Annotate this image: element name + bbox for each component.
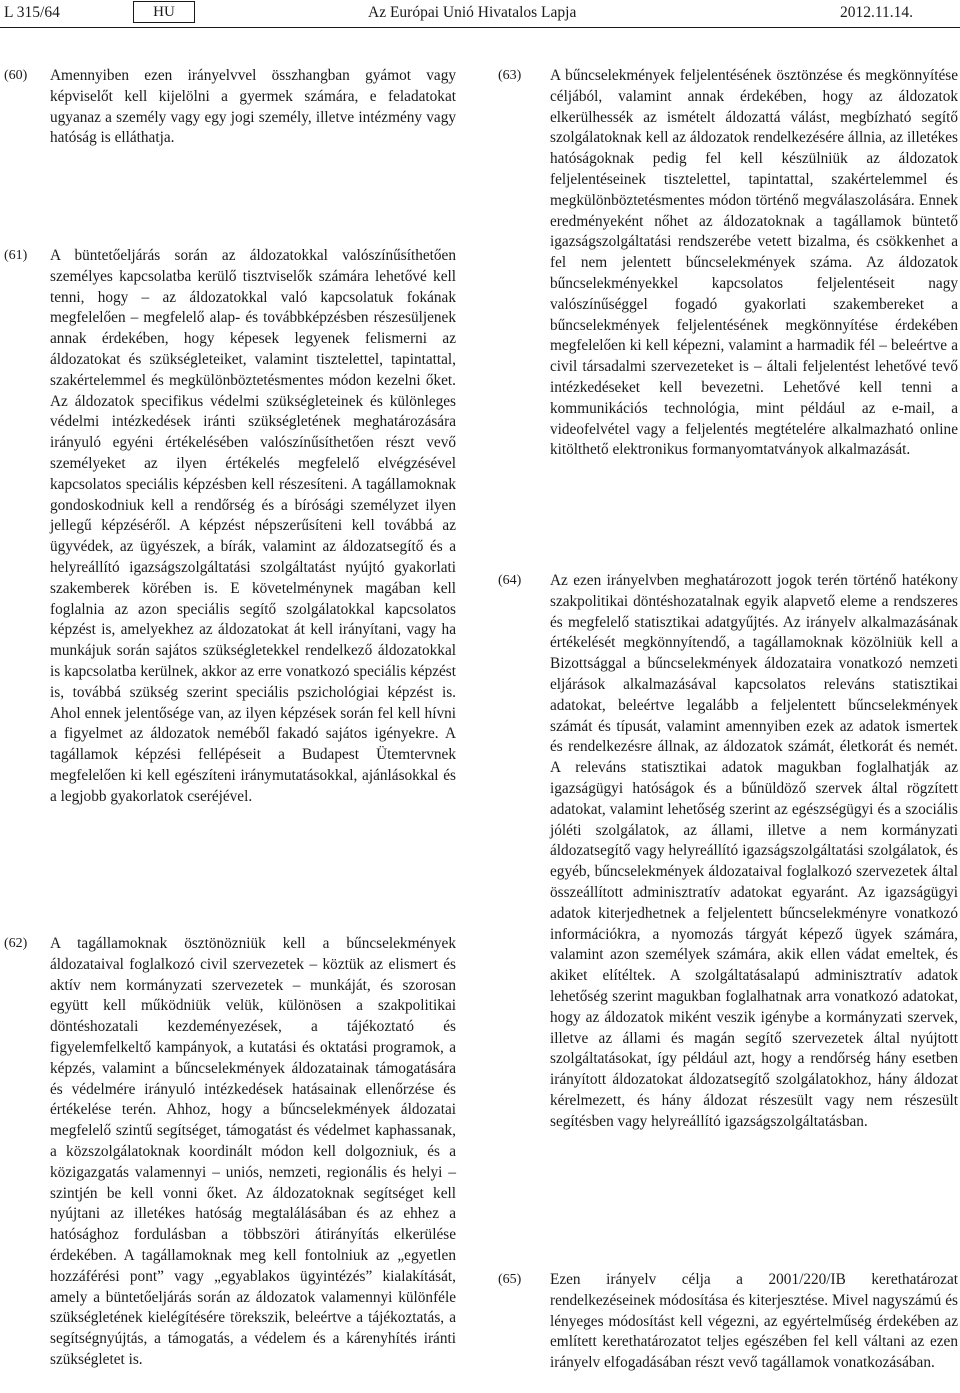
recital-text: Az ezen irányelvben meghatározott jogok terén történő hatékony szakpolitikai döntéshozatalnak egyik alapvető eleme a rendszeres és megfelelő statisztikai adatgyűjtés. Az irányelv alkalmazásának értékelését megkönnyítendő, a tagállamoknak közölniük kell a Bizottsággal a bűncselekmények áldozataira vonatkozó nemzeti eljárások alkalmazásával kapcsolatos releváns statisztikai adatokat, beleértve legalább a feljelentett bűncselekmények számát és típusát, valamint amennyiben ezek az adatok ismertek és rendelkezésre állnak, az áldozatok számát, életkorát és nemét. A releváns statisztikai adatok magukban foglalhatják az igazságügyi hatóságok és a bűnüldöző szervek által rögzített adatokat, valamint lehetőség szerint az egészségügyi és a szociális jóléti szolgálatok, az állami, illetve a nem kormányzati áldozatsegítő vagy helyreállító igazságszolgáltatási szolgálatok, és egyéb, bűncselekmények áldozataival foglalkozó szervezetek által összeállított adminisztratív adatokat egyaránt. Az igazságügyi adatok kiterjedhetnek a feljelentett bűncselekményre vonatkozó információkra, a nyomozás tárgyát képező ügyek számára, valamint azon személyek számára, akik ellen vádat emeltek, és akiket elítéltek. A szolgáltatásalapú adminisztratív adatok lehetőség szerint magukban foglalhatnak arra vonatkozó adatokat, hogy az áldozatok miként veszik igénybe a kormányzati szervek, illetve az állami és magán segítő szervezetek által nyújtott szolgáltatásokat, így például azt, hogy a rendőrség hány esetben irányított áldozatokat áldozatsegítő szolgálatokhoz, hány áldozat kérelmezett, és hány áldozat részesült vagy nem részesült segítésben vagy helyreállító igazságszolgáltatásban. [550, 572, 958, 1130]
recital-text: A tagállamoknak ösztönözniük kell a bűncselekmények áldozataival foglalkozó civil szervezetek – köztük az elismert és aktív nem kormányzati szervezetek – munkáját, és szorosan együtt kell működniük velük, különösen a szakpolitikai döntéshozatali kezdeményezések, a tájékoztató és figyelemfelkeltő kampányok, a kutatási és oktatási programok, a képzés, valamint a bűncselekmények áldozatainak támogatására és védelmére irányuló intézkedések hatásainak ellenőrzése és értékelése terén. Ahhoz, hogy a bűncselekmények áldozatai megfelelő szintű segítséget, támogatást és védelmet kaphassanak, a közszolgálatoknak koordinált módon kell dolgozniuk, és a közigazgatás valamennyi – uniós, nemzeti, regionális és helyi – szintjén be kell vonni őket. Az áldozatoknak segítséget kell nyújtani az illetékes hatóság megtalálásában és az ehhez a hatósághoz fordulásban a többszöri átirányítás elkerülése érdekében. A tagállamoknak meg kell fontolniuk az „egyetlen hozzáférési pont” vagy „egyablakos ügyintézés” kialakítását, amely a büntetőeljárás során az áldozatok valamennyi különféle szükségletének kielégítésére törekszik, beleértve a tájékoztatás, a segítségnyújtás, a támogatás, a védelem és a kárenyhítés iránti szükségletet is. [50, 935, 456, 1368]
header-divider [0, 27, 960, 28]
recital-number: (63) [498, 68, 522, 83]
recital-number: (60) [4, 68, 28, 83]
recital-text: Amennyiben ezen irányelvvel összhangban gyámot vagy képviselőt kell kijelölni a gyermek számára, e feladatokat ugyanaz a személy vagy egy jogi személy, illetve intézmény vagy hatóság is elláthatja. [50, 67, 456, 147]
publication-date: 2012.11.14. [840, 4, 914, 21]
journal-title: Az Európai Unió Hivatalos Lapja [368, 4, 577, 21]
recital-text: Ezen irányelv célja a 2001/220/IB kerethatározat rendelkezéseinek módosítása és kiterjesztése. Mivel nagyszámú és lényeges módosítást kell végezni, az egyértelműség érdekében az említett kerethatározatot teljes egészében fel kell váltani az ezen irányelv elfogadásában részt vevő tagállamok vonatkozásában. [550, 1271, 958, 1372]
recital-number: (65) [498, 1272, 522, 1287]
recital-text: A bűncselekmények feljelentésének ösztönzése és megkönnyítése céljából, valamint annak érdekében, hogy az áldozatok elkerülhessék az ismételt áldozattá válást, megbízható segítő szolgálatoknak kell az áldozatok rendelkezésére állnia, az illetékes hatóságoknak pedig fel kell készülniük az áldozatok feljelentéseinek tisztelettel, tapintattal, szakértelemmel és megkülönböztetésmentes módon történő megválaszolására. Ennek eredményeként nőhet az áldozatoknak a tagállamok büntető igazságszolgáltatási rendszerébe vetett bizalma, és csökkenhet a fel nem jelentett bűncselekmények száma. Az áldozatok bűncselekményekkel kapcsolatos feljelentéseit nagy valószínűséggel fogadó gyakorlati szakembereket a bűncselekmények feljelentésének megkönnyítése érdekében megfelelően ki kell képezni, valamint a harmadik fél – beleértve a civil társadalmi szervezeteket is – általi feljelentést lehetővé tevő intézkedéseket kell bevezetni. Lehetővé kell tenni a kommunikációs technológia, mint például az e-mail, a videofelvétel vagy a feljelentés megtételére alkalmazható online kitölthető elektronikus formanyomtatványok alkalmazását. [550, 67, 958, 459]
page-number: L 315/64 [4, 4, 60, 21]
language-badge: HU [133, 1, 195, 23]
recital-number: (64) [498, 573, 522, 588]
page-header [0, 0, 960, 26]
recital-text: A büntetőeljárás során az áldozatokkal valószínűsíthetően személyes kapcsolatba kerülő tisztviselők számára lehetővé kell tenni, hogy – az áldozatokkal való kapcsolatuk fokának megfelelően – megfelelő alap- és továbbképzésben részesüljenek annak érdekében, hogy képesek legyenek felismerni az áldozatokat és szükségleteiket, valamint tisztelettel, tapintattal, szakértelemmel és megkülönböztetésmentes módon kezelni őket. Az áldozatok specifikus védelmi szükségleteinek és különleges védelmi intézkedések iránti szükségletének meghatározására irányuló egyéni értékelésében valószínűsíthetően részt vevő személyeket az ilyen értékelés megfelelő elvégzésével kapcsolatos speciális képzésben kell részesíteni. A tagállamoknak gondoskodniuk kell a rendőrség és a bírósági személyzet ilyen jellegű képzéséről. A képzést népszerűsíteni kell továbbá az ügyvédek, az ügyészek, a bírák, valamint az áldozatsegítő és a helyreállító igazságszolgáltatási szolgáltatást nyújtó gyakorlati szakemberek körében is. E követelménynek magában kell foglalnia az azon speciális segítő szolgálatokkal kapcsolatos képzést is, amelyekhez az áldozatokat át kell irányítani, vagy ha munkájuk során sajátos szükségletekkel rendelkező áldozatokkal is kapcsolatba kerülnek, akkor az erre vonatkozó speciális képzést is, továbbá szükség szerint speciális pszichológiai képzést is. Ahol ennek jelentősége van, az ilyen képzések során fel kell hívni a figyelmet az áldozatok neméből fakadó sajátos igényekre. A tagállamok képzési fellépéseit a Budapest Ütemtervnek megfelelően ki kell egészíteni iránymutatásokkal, ajánlásokkal és a legjobb gyakorlatok cseréjével. [50, 247, 456, 805]
recital-number: (62) [4, 936, 28, 951]
recital-number: (61) [4, 248, 28, 263]
